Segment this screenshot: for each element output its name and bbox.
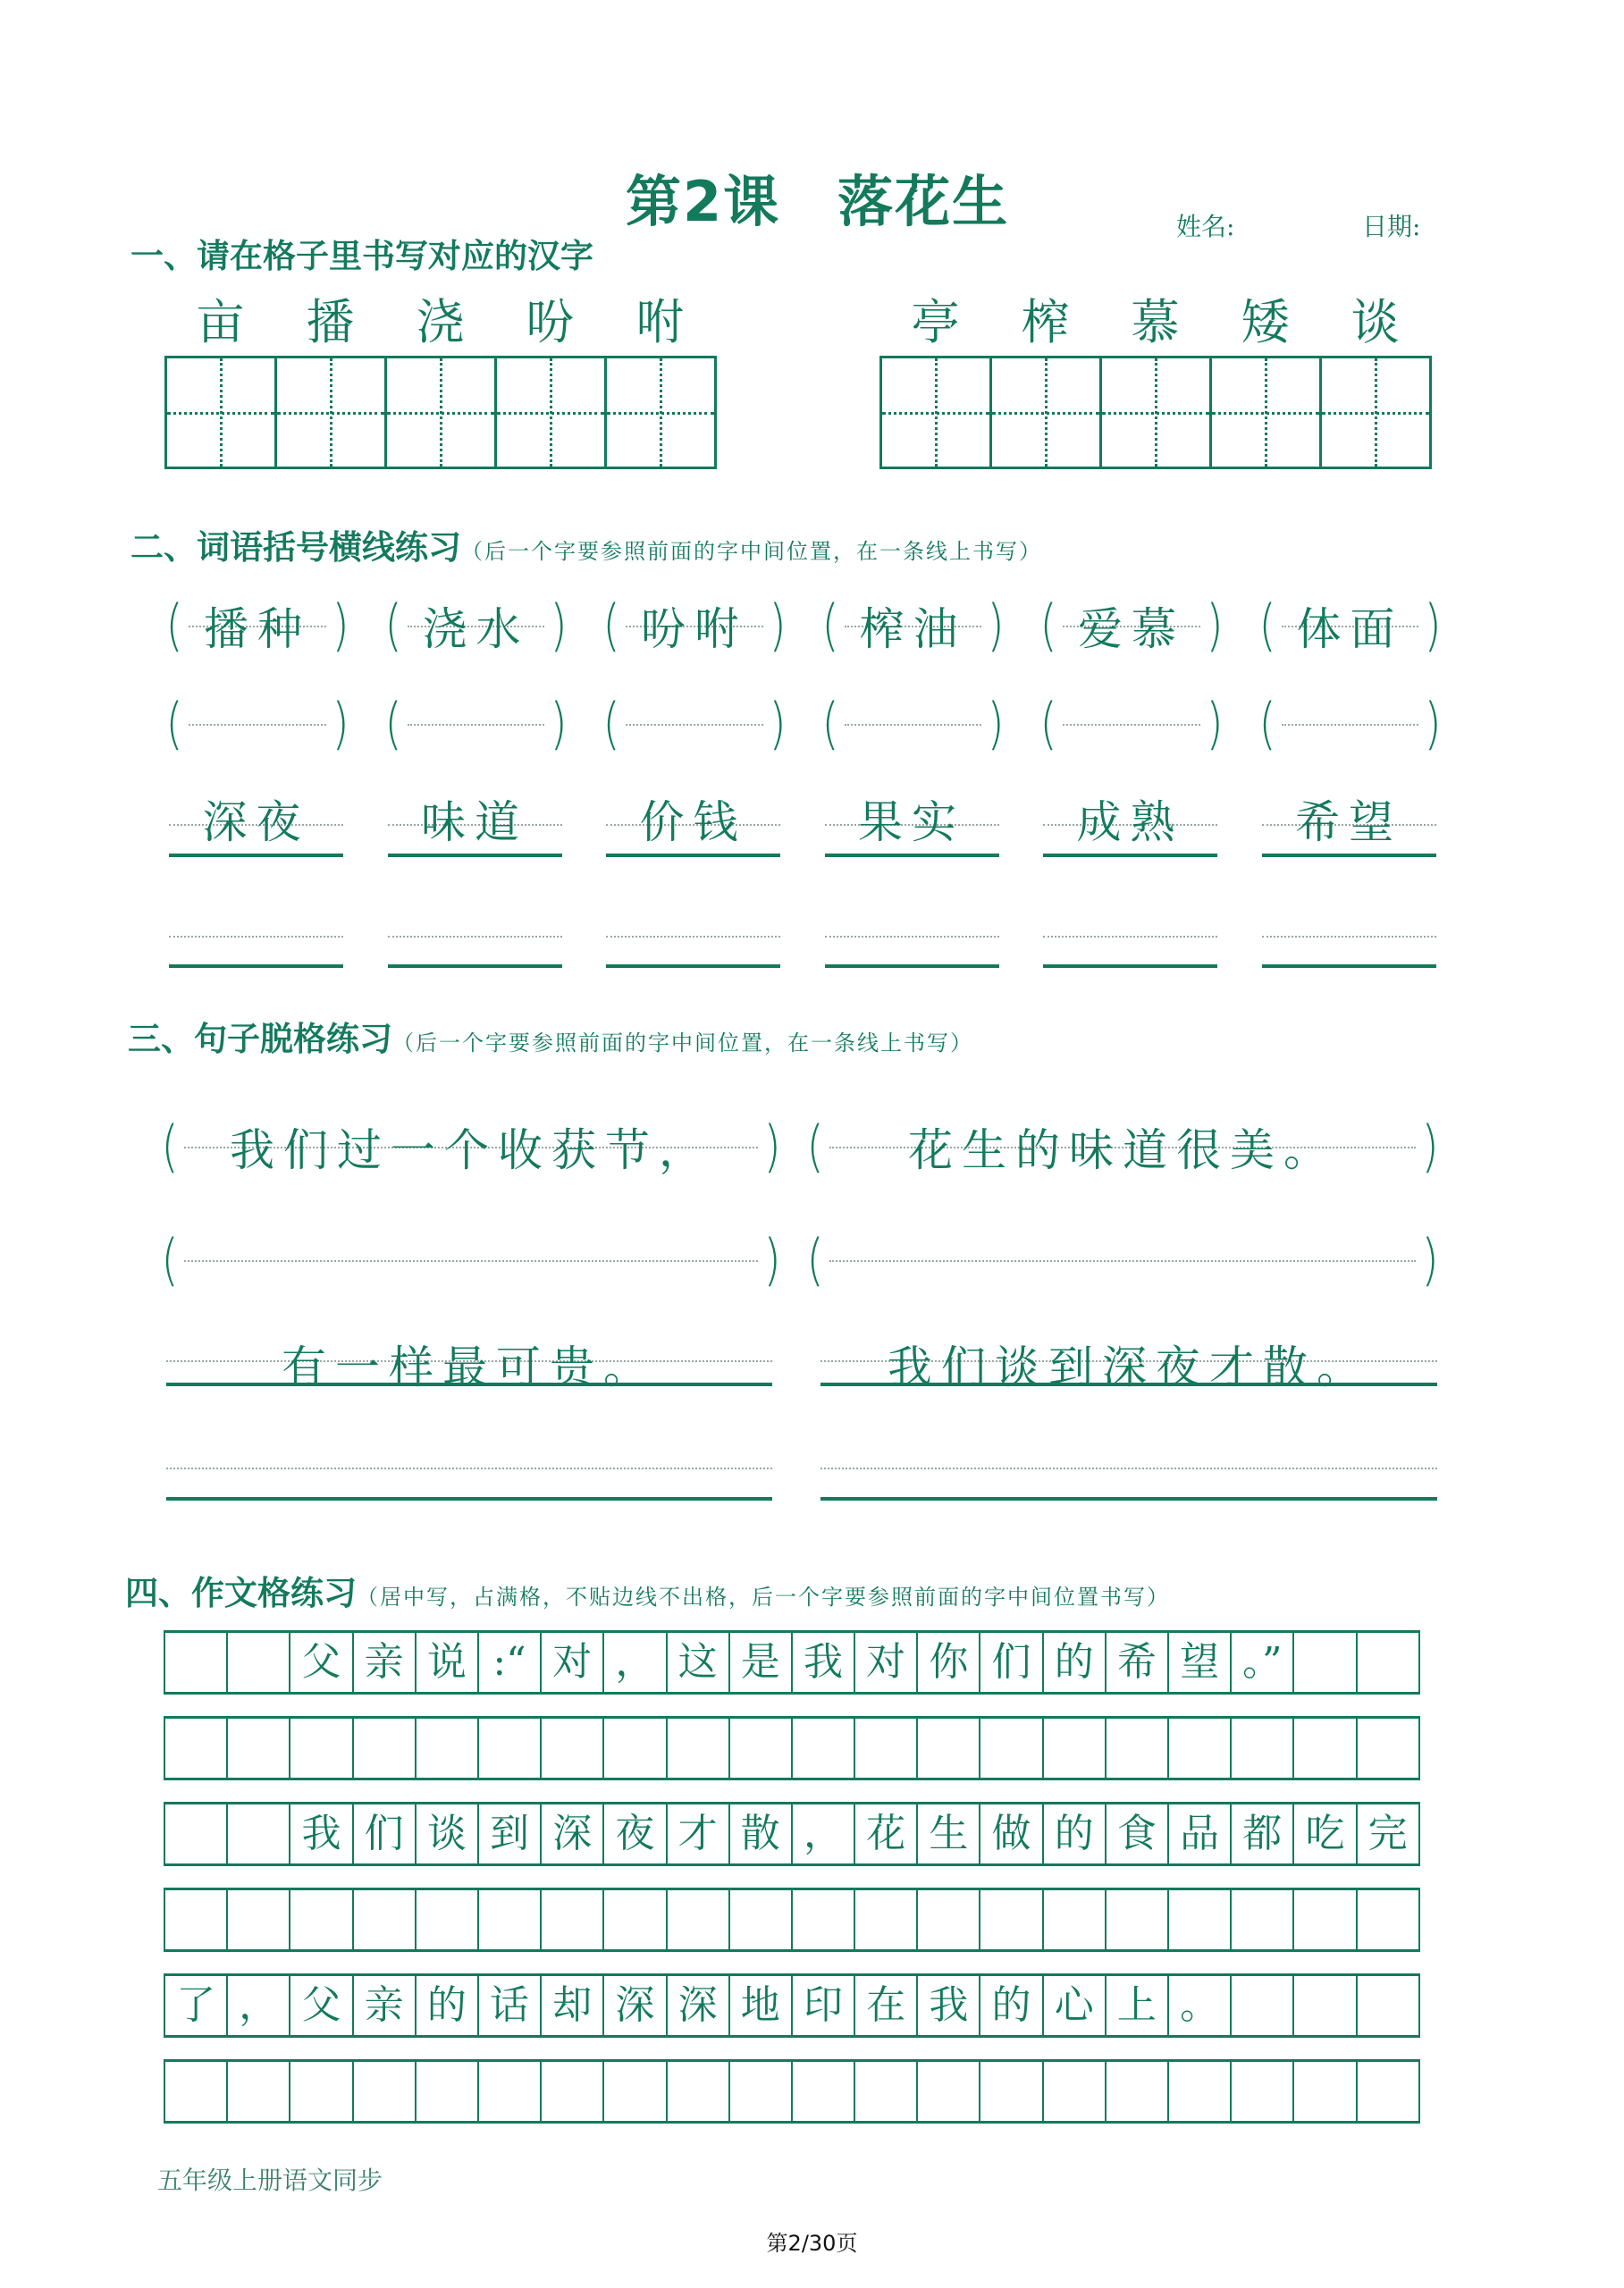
composition-cell[interactable]: [918, 1890, 980, 1949]
tianzige-cell[interactable]: [1102, 358, 1212, 467]
composition-cell[interactable]: 望: [1169, 1633, 1232, 1692]
tianzige-cell[interactable]: [882, 358, 992, 467]
practice-char: 榨: [1021, 294, 1070, 350]
composition-cell[interactable]: [855, 2062, 918, 2121]
composition-cell[interactable]: [1232, 2062, 1294, 2121]
guide-dotted-line: [1262, 936, 1436, 938]
composition-cell[interactable]: 。”: [1232, 1633, 1294, 1692]
composition-cell[interactable]: 对: [542, 1633, 604, 1692]
tianzige-cell[interactable]: [167, 358, 277, 467]
composition-cell[interactable]: 夜: [604, 1804, 667, 1863]
close-paren: ): [763, 1114, 781, 1179]
composition-cell[interactable]: 深: [542, 1804, 604, 1863]
composition-cell[interactable]: [228, 1633, 290, 1692]
composition-cell[interactable]: 亲: [354, 1633, 417, 1692]
underline-blank[interactable]: [1262, 891, 1436, 972]
practice-char: 播: [306, 294, 355, 350]
composition-cell[interactable]: 深: [668, 1976, 730, 2035]
composition-cell[interactable]: [1358, 1890, 1420, 1949]
section1-heading: 一、请在格子里书写对应的汉字: [130, 237, 593, 275]
bracket-word: [601, 593, 788, 658]
composition-cell[interactable]: 吃: [1294, 1804, 1357, 1863]
underline-blank[interactable]: [1043, 891, 1217, 972]
composition-cell[interactable]: 你: [918, 1633, 980, 1692]
date-label: 日期:: [1362, 212, 1421, 241]
bracket-guide: [1278, 597, 1423, 654]
underline-word-text: 价钱: [639, 796, 747, 848]
composition-cell[interactable]: 上: [1107, 1976, 1169, 2035]
lesson-title: 第2课 落花生: [626, 169, 1010, 234]
bracket-guide: [622, 597, 767, 654]
underline-word-text: 希望: [1295, 796, 1402, 848]
tianzige-cell[interactable]: [277, 358, 387, 467]
open-paren: (: [1039, 691, 1057, 756]
bracket-word: [820, 593, 1007, 658]
composition-cell[interactable]: 父: [290, 1976, 353, 2035]
guide-solid-line: [825, 854, 999, 857]
close-paren: ): [1206, 691, 1224, 756]
composition-cell[interactable]: ，: [604, 1633, 667, 1692]
open-paren: (: [383, 691, 402, 756]
guide-dotted-line: [820, 1468, 1437, 1469]
composition-cell[interactable]: 我: [290, 1804, 353, 1863]
open-paren: (: [602, 593, 620, 658]
tianzige-cell[interactable]: [607, 358, 717, 467]
underline-word-text: 果实: [858, 796, 965, 848]
underline-sentence: [166, 1316, 772, 1396]
composition-cell[interactable]: 深: [604, 1976, 667, 2035]
close-paren: ): [769, 593, 787, 658]
composition-row: [164, 1888, 1420, 1952]
composition-cell[interactable]: 地: [730, 1976, 793, 2035]
bracket-guide: [1059, 695, 1204, 753]
composition-cell[interactable]: [542, 1890, 604, 1949]
composition-cell[interactable]: 完: [1358, 1804, 1420, 1863]
composition-cell[interactable]: [793, 1719, 855, 1778]
underline-word: [1043, 779, 1217, 860]
open-paren: (: [820, 691, 839, 756]
composition-cell[interactable]: 在: [855, 1976, 918, 2035]
close-paren: ): [1206, 593, 1224, 658]
bracket-guide: [622, 695, 767, 753]
bracket-guide: [185, 695, 330, 753]
tianzige-grid-left: [164, 356, 717, 469]
practice-char: 吩: [526, 294, 575, 350]
composition-cell[interactable]: [793, 2062, 855, 2121]
open-paren: (: [383, 593, 402, 658]
composition-cell[interactable]: [1044, 1719, 1107, 1778]
close-paren: ): [1424, 593, 1443, 658]
book-label: 五年级上册语文同步: [157, 2166, 383, 2195]
composition-cell[interactable]: [1169, 1719, 1232, 1778]
bracket-word: [383, 593, 570, 658]
open-paren: (: [1258, 593, 1276, 658]
guide-solid-line: [1043, 854, 1217, 857]
underline-word: [169, 779, 343, 860]
composition-cell[interactable]: [417, 2062, 479, 2121]
composition-row: [164, 1630, 1420, 1695]
composition-cell[interactable]: 品: [1169, 1804, 1232, 1863]
composition-cell[interactable]: [417, 1890, 479, 1949]
tianzige-grid-right: [879, 356, 1432, 469]
composition-cell[interactable]: [165, 1890, 228, 1949]
composition-cell[interactable]: [1294, 1633, 1357, 1692]
composition-cell[interactable]: 的: [980, 1976, 1043, 2035]
composition-cell[interactable]: [1044, 1890, 1107, 1949]
composition-cell[interactable]: 印: [793, 1976, 855, 2035]
practice-char: 矮: [1241, 294, 1290, 350]
composition-cell[interactable]: [980, 1719, 1043, 1778]
bracket-word-text: 榨油: [859, 603, 967, 655]
composition-cell[interactable]: 对: [855, 1633, 918, 1692]
section2-title: 二、词语括号横线练习: [130, 528, 461, 567]
composition-cell[interactable]: [918, 2062, 980, 2121]
composition-cell[interactable]: 是: [730, 1633, 793, 1692]
composition-cell[interactable]: [1107, 2062, 1169, 2121]
practice-char: 慕: [1131, 294, 1180, 350]
composition-cell[interactable]: 的: [1044, 1633, 1107, 1692]
composition-cell[interactable]: [1358, 1976, 1420, 2035]
composition-cell[interactable]: [668, 2062, 730, 2121]
bracket-guide: [1278, 695, 1423, 753]
practice-char: 亭: [911, 294, 960, 350]
composition-cell[interactable]: [290, 1719, 353, 1778]
section1-chars-right: [880, 284, 1430, 353]
name-label: 姓名:: [1176, 212, 1235, 241]
underline-word: [1262, 779, 1436, 860]
composition-cell[interactable]: [730, 1890, 793, 1949]
composition-cell[interactable]: 说: [417, 1633, 479, 1692]
composition-row: [164, 1802, 1420, 1866]
composition-cell[interactable]: 生: [918, 1804, 980, 1863]
section3-heading: [128, 1012, 973, 1060]
guide-solid-line: [606, 854, 780, 857]
open-paren: (: [1039, 593, 1057, 658]
guide-solid-line: [606, 964, 780, 968]
guide-solid-line: [825, 964, 999, 968]
close-paren: ): [987, 691, 1006, 756]
section4-note: （居中写，占满格，不贴边线不出格，后一个字要参照前面的字中间位置书写）: [357, 1585, 1170, 1610]
underline-word-text: 味道: [421, 796, 528, 848]
composition-cell[interactable]: 们: [980, 1633, 1043, 1692]
bracket-guide: [181, 1118, 762, 1175]
composition-cell[interactable]: [165, 2062, 228, 2121]
composition-cell[interactable]: 了: [165, 1976, 228, 2035]
bracket-guide: [404, 597, 549, 654]
bracket-blank[interactable]: [164, 691, 351, 756]
underline-sentence-blank[interactable]: [166, 1423, 772, 1503]
open-paren: (: [806, 1114, 824, 1179]
bracket-blank[interactable]: [820, 691, 1007, 756]
close-paren: ): [550, 691, 568, 756]
composition-cell[interactable]: [980, 1890, 1043, 1949]
composition-cell[interactable]: [354, 1890, 417, 1949]
composition-cell[interactable]: [1358, 1633, 1420, 1692]
page-number: 第2/30页: [766, 2231, 858, 2256]
bracket-word-text: 播种: [204, 603, 311, 655]
composition-row: [164, 2059, 1420, 2124]
close-paren: ): [1424, 691, 1443, 756]
tianzige-cell[interactable]: [1322, 358, 1432, 467]
open-paren: (: [161, 1227, 179, 1292]
underline-word: [606, 779, 780, 860]
bracket-sentence: [804, 1114, 1441, 1179]
bracket-word-text: 吩咐: [641, 603, 748, 655]
composition-cell[interactable]: 的: [1044, 1804, 1107, 1863]
bracket-guide: [841, 695, 986, 753]
composition-cell[interactable]: [479, 2062, 542, 2121]
close-paren: ): [1421, 1114, 1439, 1179]
guide-dotted-line: [169, 936, 343, 938]
composition-cell[interactable]: 我: [918, 1976, 980, 2035]
composition-cell[interactable]: 谈: [417, 1804, 479, 1863]
bracket-blank[interactable]: [383, 691, 570, 756]
composition-cell[interactable]: 散: [730, 1804, 793, 1863]
tianzige-cell[interactable]: [497, 358, 607, 467]
composition-cell[interactable]: [1232, 1890, 1294, 1949]
underline-sentence: [820, 1316, 1437, 1396]
composition-cell[interactable]: [542, 1719, 604, 1778]
bracket-blank[interactable]: [601, 691, 788, 756]
guide-solid-line: [1043, 964, 1217, 968]
guide-dotted-line: [606, 936, 780, 938]
composition-cell[interactable]: 都: [1232, 1804, 1294, 1863]
composition-cell[interactable]: 才: [668, 1804, 730, 1863]
open-paren: (: [806, 1227, 824, 1292]
open-paren: (: [165, 691, 183, 756]
composition-cell[interactable]: [1294, 2062, 1357, 2121]
composition-cell[interactable]: [1294, 1719, 1357, 1778]
composition-cell[interactable]: [1169, 2062, 1232, 2121]
composition-cell[interactable]: [228, 1890, 290, 1949]
guide-dotted-line: [388, 936, 562, 938]
tianzige-cell[interactable]: [992, 358, 1102, 467]
composition-cell[interactable]: [354, 1719, 417, 1778]
composition-cell[interactable]: [1044, 2062, 1107, 2121]
composition-cell[interactable]: 心: [1044, 1976, 1107, 2035]
composition-cell[interactable]: [479, 1719, 542, 1778]
composition-cell[interactable]: [730, 2062, 793, 2121]
composition-cell[interactable]: [354, 2062, 417, 2121]
close-paren: ): [769, 691, 787, 756]
underline-word-text: 深夜: [202, 796, 310, 848]
guide-solid-line: [388, 964, 562, 968]
composition-cell[interactable]: [417, 1719, 479, 1778]
composition-cell[interactable]: [1107, 1719, 1169, 1778]
composition-cell[interactable]: ，: [228, 1976, 290, 2035]
composition-cell[interactable]: [668, 1890, 730, 1949]
guide-solid-line: [1262, 854, 1436, 857]
underline-sentence-text: 我们谈到深夜才散。: [888, 1342, 1370, 1393]
bracket-word: [164, 593, 351, 658]
section3-title: 三、句子脱格练习: [128, 1020, 392, 1058]
composition-cell[interactable]: 食: [1107, 1804, 1169, 1863]
practice-char: 谈: [1351, 294, 1400, 350]
guide-solid-line: [1262, 964, 1436, 968]
composition-cell[interactable]: 话: [479, 1976, 542, 2035]
composition-cell[interactable]: [793, 1890, 855, 1949]
bracket-word-text: 体面: [1296, 603, 1404, 655]
section1-chars-left: [165, 284, 715, 353]
underline-word-text: 成熟: [1076, 796, 1184, 848]
close-paren: ): [763, 1227, 781, 1292]
composition-row: [164, 1973, 1420, 2038]
guide-dotted-line: [825, 936, 999, 938]
composition-row: [164, 1716, 1420, 1780]
composition-cell[interactable]: 们: [354, 1804, 417, 1863]
guide-dotted-line: [1043, 936, 1217, 938]
practice-char: 浇: [416, 294, 465, 350]
composition-cell[interactable]: [1232, 1719, 1294, 1778]
composition-cell[interactable]: [542, 2062, 604, 2121]
composition-cell[interactable]: [855, 1719, 918, 1778]
composition-cell[interactable]: [1358, 2062, 1420, 2121]
composition-cell[interactable]: [1358, 1719, 1420, 1778]
composition-cell[interactable]: [980, 2062, 1043, 2121]
close-paren: ): [1421, 1227, 1439, 1292]
guide-solid-line: [388, 854, 562, 857]
bracket-guide: [1059, 597, 1204, 654]
composition-cell[interactable]: [290, 1890, 353, 1949]
practice-char: 咐: [635, 294, 685, 350]
close-paren: ): [332, 691, 349, 756]
composition-cell[interactable]: 希: [1107, 1633, 1169, 1692]
composition-cell[interactable]: 到: [479, 1804, 542, 1863]
composition-cell[interactable]: [228, 1719, 290, 1778]
tianzige-cell[interactable]: [387, 358, 497, 467]
bracket-guide: [185, 597, 330, 654]
composition-cell[interactable]: [165, 1633, 228, 1692]
bracket-sentence-blank[interactable]: [804, 1227, 1441, 1292]
composition-cell[interactable]: ，: [793, 1804, 855, 1863]
bracket-sentence-blank[interactable]: [159, 1227, 783, 1292]
composition-cell[interactable]: [604, 2062, 667, 2121]
composition-cell[interactable]: [228, 2062, 290, 2121]
open-paren: (: [165, 593, 183, 658]
composition-cell[interactable]: 我: [793, 1633, 855, 1692]
section2-note: （后一个字要参照前面的字中间位置，在一条线上书写）: [461, 539, 1042, 564]
bracket-guide: [826, 1118, 1419, 1175]
bracket-word: [1257, 593, 1444, 658]
composition-cell[interactable]: [1294, 1976, 1357, 2035]
composition-cell[interactable]: [855, 1890, 918, 1949]
composition-cell[interactable]: [1107, 1890, 1169, 1949]
guide-solid-line: [166, 1497, 772, 1501]
bracket-word-text: 浇水: [422, 603, 530, 655]
underline-sentence-blank[interactable]: [820, 1423, 1437, 1503]
bracket-guide: [404, 695, 549, 753]
bracket-blank[interactable]: [1038, 691, 1225, 756]
section2-heading: [130, 520, 1042, 568]
guide-solid-line: [820, 1497, 1437, 1501]
composition-cell[interactable]: 。: [1169, 1976, 1232, 2035]
composition-cell[interactable]: 花: [855, 1804, 918, 1863]
bracket-blank[interactable]: [1257, 691, 1444, 756]
close-paren: ): [987, 593, 1006, 658]
section4-title: 四、作文格练习: [125, 1574, 357, 1612]
composition-cell[interactable]: [668, 1719, 730, 1778]
practice-char: 亩: [196, 294, 245, 350]
bracket-sentence-text: 花生的味道很美。: [908, 1124, 1337, 1176]
composition-cell[interactable]: 却: [542, 1976, 604, 2035]
bracket-word-text: 爱慕: [1078, 603, 1185, 655]
guide-solid-line: [169, 964, 343, 968]
underline-blank[interactable]: [606, 891, 780, 972]
close-paren: ): [550, 593, 568, 658]
underline-blank[interactable]: [825, 891, 999, 972]
composition-cell[interactable]: [604, 1890, 667, 1949]
composition-cell[interactable]: [918, 1719, 980, 1778]
composition-cell[interactable]: [1294, 1890, 1357, 1949]
composition-cell[interactable]: 的: [417, 1976, 479, 2035]
guide-solid-line: [169, 854, 343, 857]
bracket-word: [1038, 593, 1225, 658]
bracket-sentence: [159, 1114, 783, 1179]
underline-sentence-text: 有一样最可贵。: [282, 1342, 657, 1393]
composition-cell[interactable]: [290, 2062, 353, 2121]
composition-cell[interactable]: 做: [980, 1804, 1043, 1863]
section3-note: （后一个字要参照前面的字中间位置，在一条线上书写）: [392, 1030, 973, 1056]
composition-cell[interactable]: [1169, 1890, 1232, 1949]
bracket-guide: [826, 1232, 1419, 1289]
composition-cell[interactable]: 亲: [354, 1976, 417, 2035]
bracket-guide: [841, 597, 986, 654]
open-paren: (: [1258, 691, 1276, 756]
open-paren: (: [820, 593, 839, 658]
underline-word: [825, 779, 999, 860]
guide-dotted-line: [166, 1468, 772, 1469]
composition-cell[interactable]: 这: [668, 1633, 730, 1692]
composition-cell[interactable]: [479, 1890, 542, 1949]
composition-cell[interactable]: [730, 1719, 793, 1778]
close-paren: ): [332, 593, 349, 658]
bracket-sentence-text: 我们过一个收获节，: [230, 1124, 712, 1176]
composition-cell[interactable]: [228, 1804, 290, 1863]
composition-cell[interactable]: :“: [479, 1633, 542, 1692]
bracket-guide: [181, 1232, 762, 1289]
open-paren: (: [161, 1114, 179, 1179]
composition-cell[interactable]: [165, 1719, 228, 1778]
composition-cell[interactable]: [1232, 1976, 1294, 2035]
underline-blank[interactable]: [169, 891, 343, 972]
tianzige-cell[interactable]: [1212, 358, 1322, 467]
underline-blank[interactable]: [388, 891, 562, 972]
composition-cell[interactable]: [165, 1804, 228, 1863]
open-paren: (: [602, 691, 620, 756]
composition-cell[interactable]: [604, 1719, 667, 1778]
underline-word: [388, 779, 562, 860]
composition-cell[interactable]: 父: [290, 1633, 353, 1692]
section4-heading: [125, 1566, 1170, 1614]
